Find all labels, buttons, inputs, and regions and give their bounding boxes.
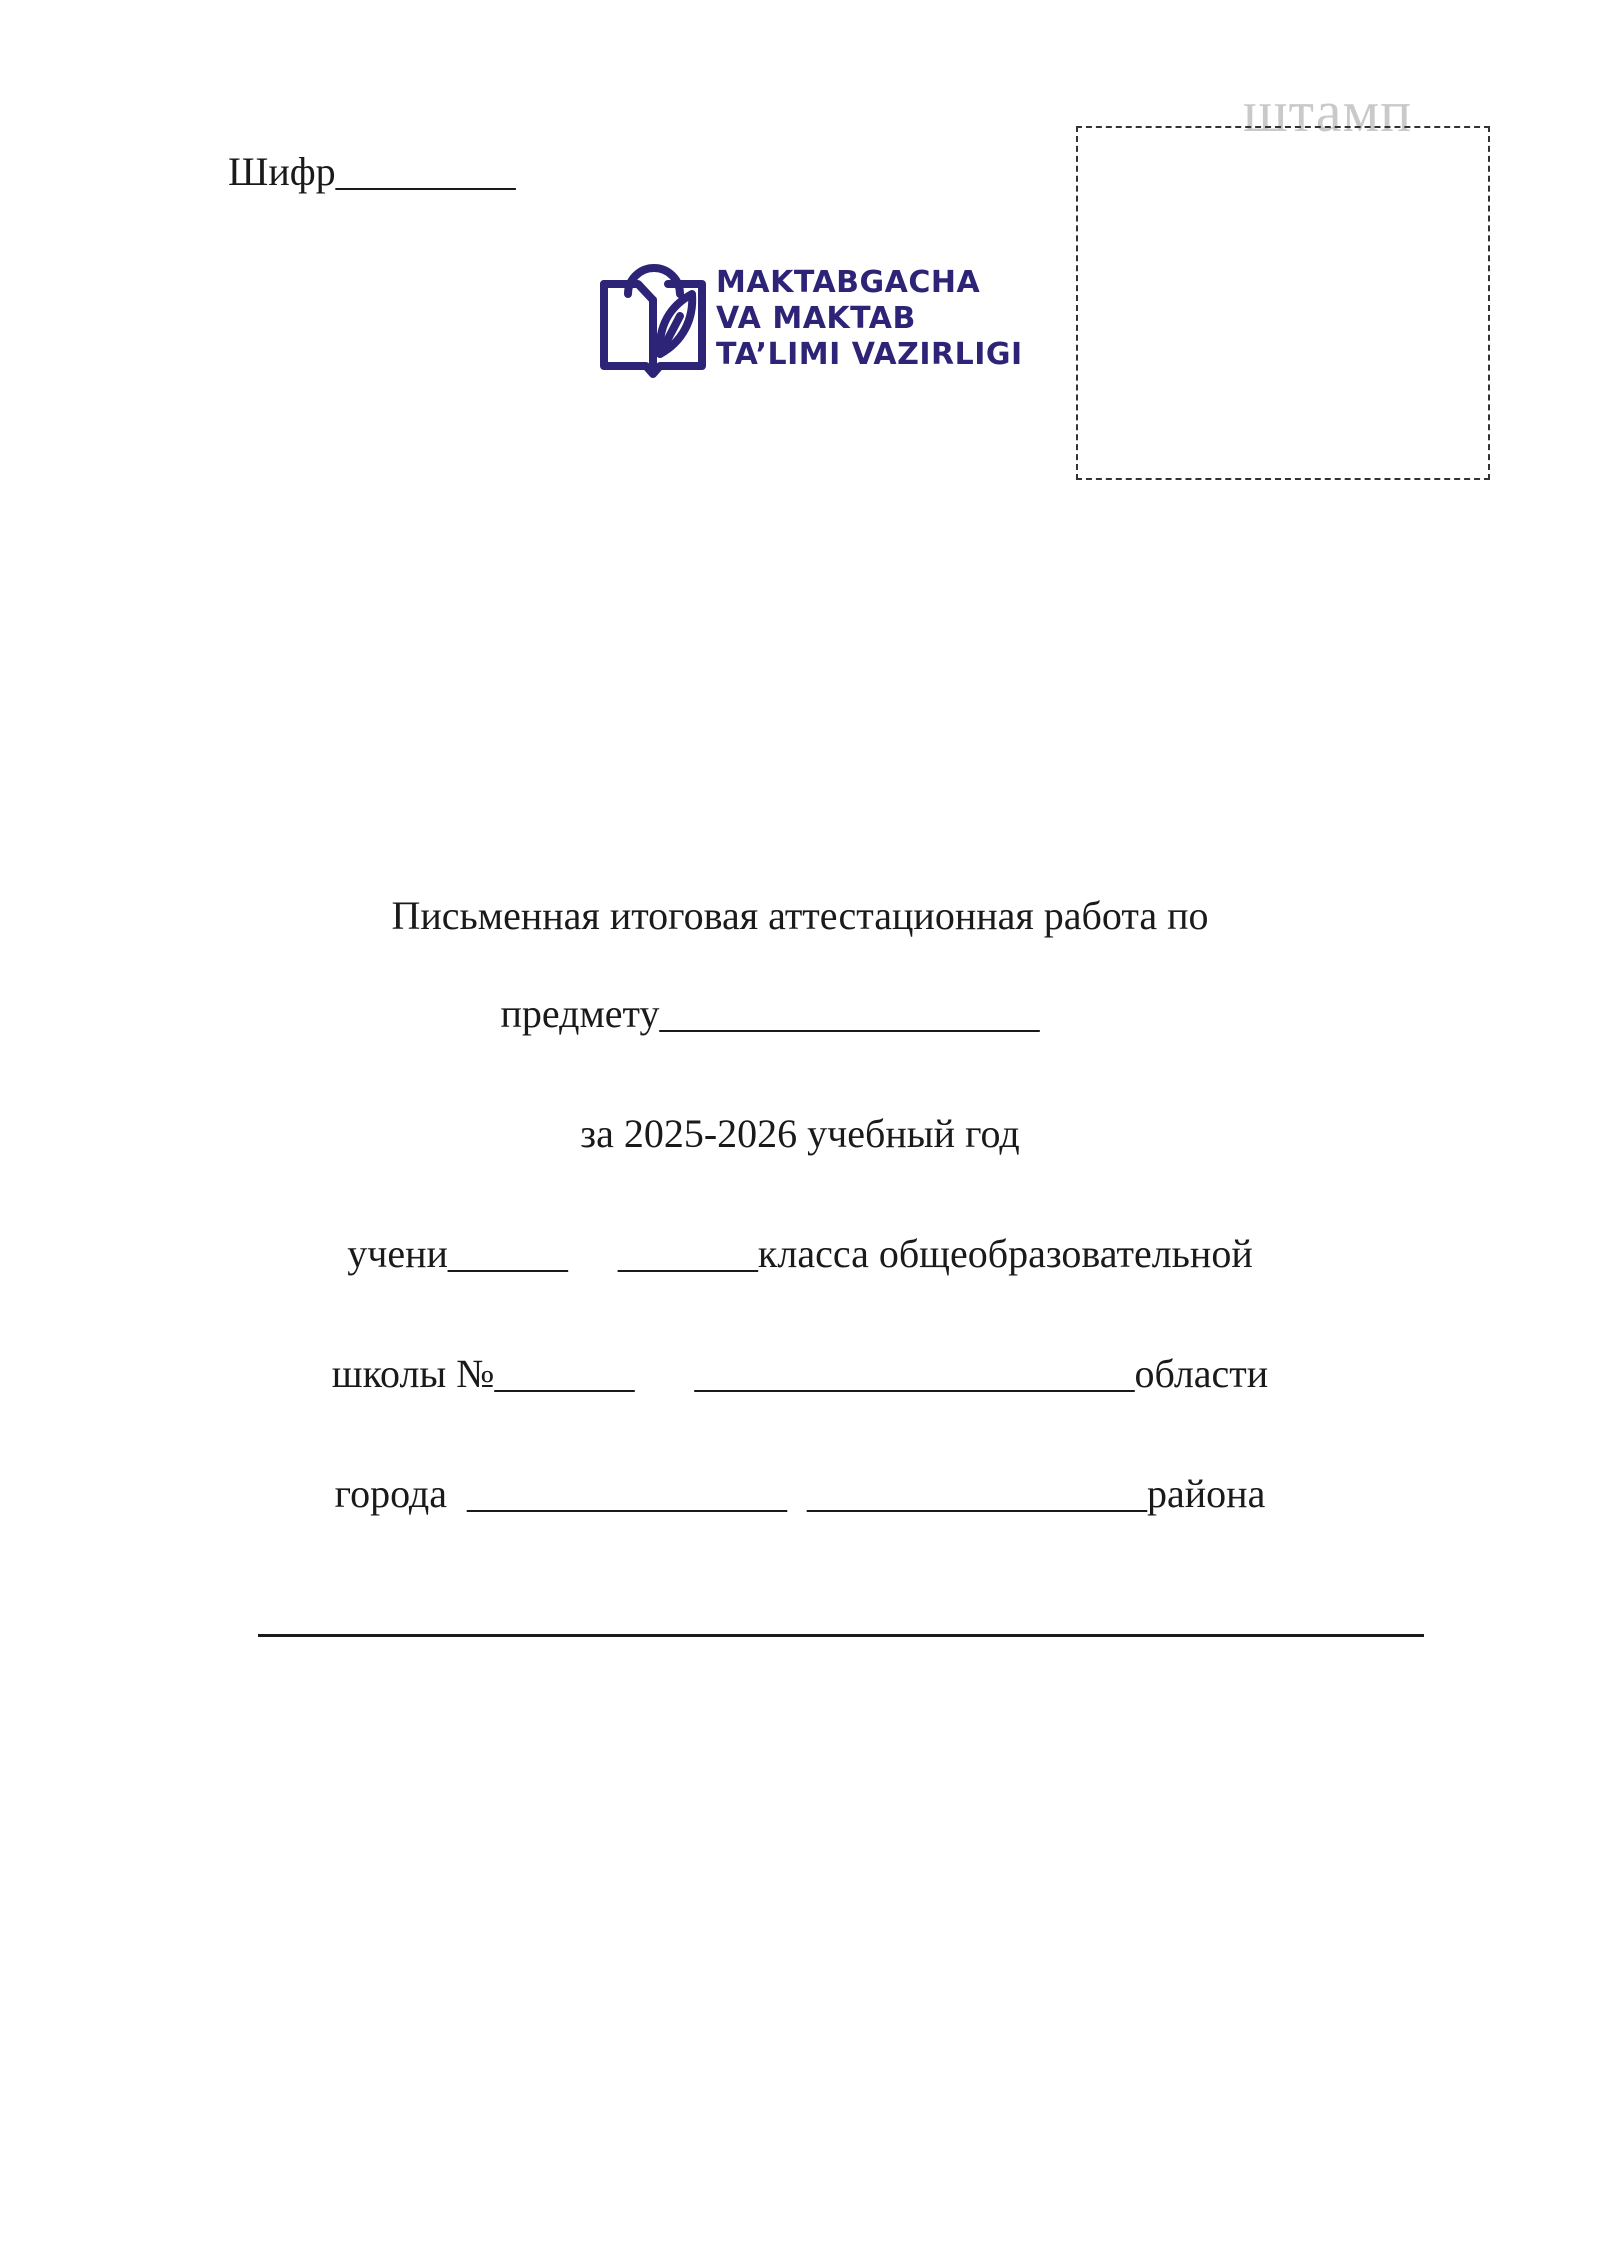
stamp-box <box>1076 126 1490 480</box>
logo-line-3: TA’LIMI VAZIRLIGI <box>716 337 1023 372</box>
city-district-line: города ________________ _________________района <box>334 1471 1266 1516</box>
book-leaf-icon <box>598 254 708 380</box>
name-signature-rule <box>258 1634 1424 1637</box>
student-class-line: учени______ _______класса общеобразовательной <box>347 1231 1253 1276</box>
cipher-field: Шифр_________ <box>228 149 516 194</box>
ministry-logo <box>598 254 1023 380</box>
subject-line: предмету___________________ <box>500 991 1040 1036</box>
academic-year-line: за 2025-2026 учебный год <box>580 1111 1020 1156</box>
logo-line-1: MAKTABGACHA <box>716 265 981 300</box>
logo-line-2: VA MAKTAB <box>716 301 916 336</box>
title-line-1: Письменная итоговая аттестационная работа по <box>391 893 1209 938</box>
stamp-label: штамп <box>1243 79 1413 144</box>
school-region-line: школы №_______ ______________________области <box>331 1351 1269 1396</box>
